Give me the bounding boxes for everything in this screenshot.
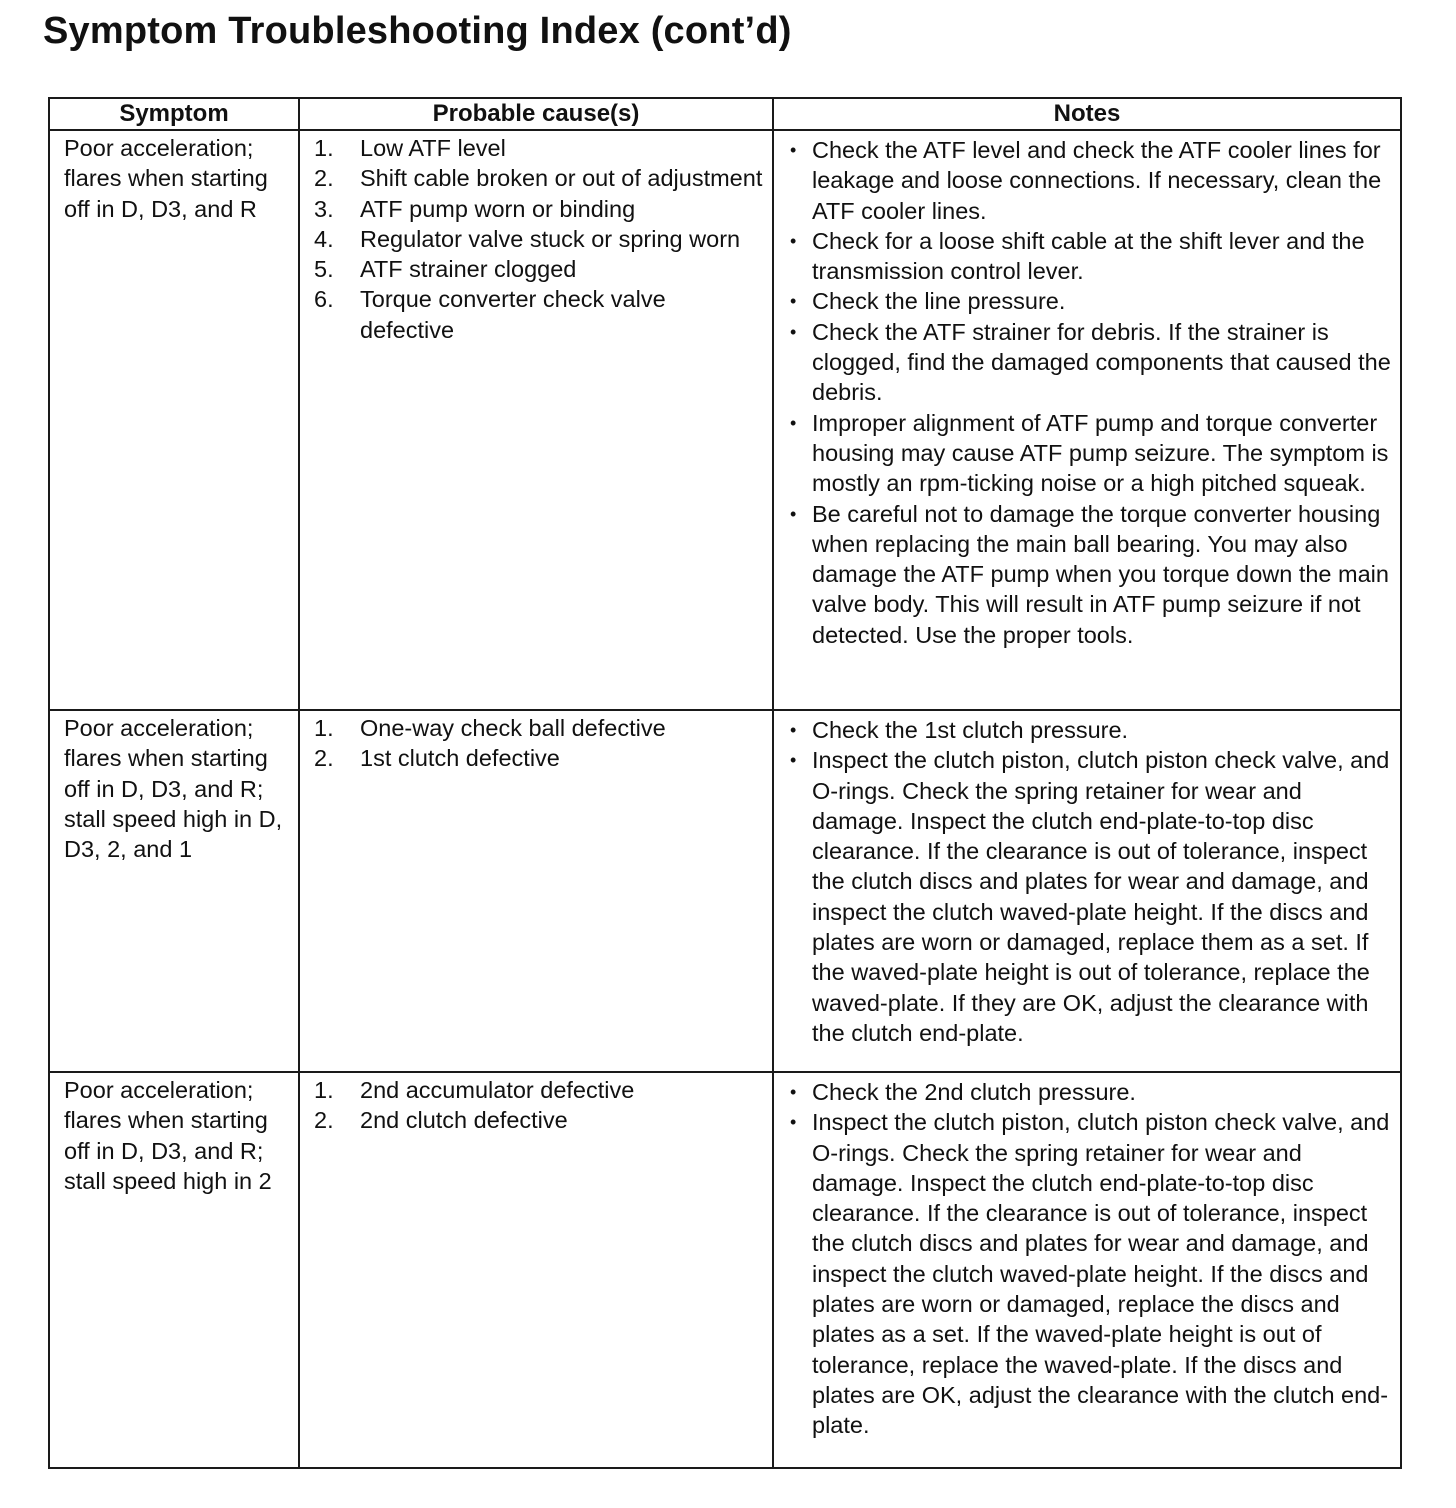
cause-text: Regulator valve stuck or spring worn — [360, 225, 741, 252]
cause-cell — [299, 710, 773, 1072]
notes-cell — [773, 130, 1401, 710]
bullet-icon: • — [790, 720, 797, 740]
cause-number: 2. — [314, 745, 334, 772]
notes-column-header: Notes — [773, 98, 1401, 130]
cause-item — [314, 284, 764, 345]
bullet-icon: • — [790, 321, 797, 342]
cause-text: One-way check ball defective — [360, 715, 666, 741]
cause-item — [314, 133, 764, 163]
bullet-icon: • — [790, 291, 797, 312]
note-text: Check for a loose shift cable at the shift lever and the transmission control lever. — [812, 227, 1365, 285]
cause-text: Low ATF level — [360, 135, 506, 161]
cause-number: 5. — [314, 256, 334, 283]
cause-item — [314, 194, 764, 224]
note-text: Check the 2nd clutch pressure. — [812, 1079, 1136, 1105]
cause-item — [314, 743, 764, 773]
cause-list — [300, 1073, 772, 1136]
notes-cell — [773, 1072, 1401, 1468]
notes-list — [774, 131, 1400, 650]
cause-item — [314, 713, 764, 743]
cause-list — [300, 711, 772, 774]
symptom-text: Poor acceleration; flares when starting off in D, D3, and R; stall speed high in 2 — [64, 1077, 272, 1194]
notes-list — [774, 711, 1400, 1048]
note-text: Inspect the clutch piston, clutch piston check valve, and O-rings. Check the spring retainer for wear and damage. Inspect the clutch end-plate-to-top disc clearance. If the clearance is out of tolerance, inspect the clutch discs and plates for wear and damage, and inspect the clutch waved-plate height. If the discs and plates are worn or damaged, replace the discs and plates as a set. If the waved-plate height is out of tolerance, replace the waved-plate. If the discs and plates are OK, adjust the clearance with the clutch end-plate. — [812, 1109, 1390, 1439]
symptom-cell — [49, 710, 299, 1072]
cause-number: 1. — [314, 715, 334, 741]
notes-cell — [773, 710, 1401, 1072]
symptom-cell — [49, 130, 299, 710]
bullet-icon: • — [790, 750, 797, 771]
symptom-text: Poor acceleration; flares when starting off in D, D3, and R — [64, 135, 268, 222]
symptom-column-header: Symptom — [49, 98, 299, 130]
symptom-text: Poor acceleration; flares when starting off in D, D3, and R; stall speed high in D, D3, 2, and 1 — [64, 715, 283, 863]
note-item — [790, 317, 1394, 408]
note-item — [790, 1077, 1394, 1107]
cause-cell — [299, 1072, 773, 1468]
note-item — [790, 499, 1394, 650]
cause-text: Torque converter check valve defective — [360, 286, 666, 343]
note-item — [790, 1107, 1394, 1440]
cause-number: 2. — [314, 165, 334, 192]
cause-number: 2. — [314, 1107, 334, 1134]
cause-number: 1. — [314, 1077, 334, 1103]
cause-item — [314, 1105, 764, 1135]
note-item — [790, 715, 1394, 745]
cause-text: Shift cable broken or out of adjustment — [360, 165, 763, 192]
cause-text: ATF strainer clogged — [360, 256, 577, 283]
note-text: Inspect the clutch piston, clutch piston check valve, and O-rings. Check the spring retainer for wear and damage. Inspect the clutch end-plate-to-top disc clearance. If the clearance is out of tolerance, inspect the clutch discs and plates for wear and damage, and inspect the clutch waved-plate height. If the discs and plates are worn or damaged, replace them as a set. If the waved-plate height is out of tolerance, replace the waved-plate. If they are OK, adjust the clearance with the clutch end-plate. — [812, 747, 1390, 1046]
bullet-icon: • — [790, 1112, 797, 1133]
notes-list — [774, 1073, 1400, 1441]
cause-item — [314, 163, 764, 193]
cause-text: 2nd clutch defective — [360, 1107, 568, 1134]
bullet-icon: • — [790, 140, 797, 160]
table-row — [49, 130, 1401, 710]
cause-text: ATF pump worn or binding — [360, 195, 636, 222]
note-text: Be careful not to damage the torque converter housing when replacing the main ball bearing. You may also damage the ATF pump when you torque down the main valve body. This will result in ATF pump seizure if not detected. Use the proper tools. — [812, 500, 1389, 648]
note-item — [790, 226, 1394, 287]
table-header-row — [49, 98, 1401, 130]
cause-item — [314, 224, 764, 254]
cause-list — [300, 131, 772, 345]
note-item — [790, 408, 1394, 499]
bullet-icon: • — [790, 230, 797, 251]
cause-column-header: Probable cause(s) — [299, 98, 773, 130]
bullet-icon: • — [790, 503, 797, 524]
cause-item — [314, 1075, 764, 1105]
note-text: Check the line pressure. — [812, 288, 1066, 315]
note-text: Check the 1st clutch pressure. — [812, 717, 1129, 743]
cause-number: 4. — [314, 225, 334, 252]
note-item — [790, 745, 1394, 1048]
cause-cell — [299, 130, 773, 710]
cause-text: 2nd accumulator defective — [360, 1077, 635, 1103]
cause-text: 1st clutch defective — [360, 745, 560, 772]
note-item — [790, 286, 1394, 316]
troubleshooting-table — [48, 97, 1402, 1469]
cause-number: 6. — [314, 286, 334, 313]
table-row — [49, 710, 1401, 1072]
cause-number: 3. — [314, 195, 334, 222]
cause-number: 1. — [314, 135, 334, 161]
note-text: Improper alignment of ATF pump and torque converter housing may cause ATF pump seizure. The symptom is mostly an rpm-ticking noise or a high pitched squeak. — [812, 409, 1389, 497]
note-text: Check the ATF strainer for debris. If the strainer is clogged, find the damaged components that caused the debris. — [812, 318, 1391, 406]
page-title: Symptom Troubleshooting Index (cont’d) — [43, 10, 792, 52]
bullet-icon: • — [790, 1082, 797, 1102]
table-row — [49, 1072, 1401, 1468]
note-text: Check the ATF level and check the ATF cooler lines for leakage and loose connections. If necessary, clean the ATF cooler lines. — [812, 137, 1382, 224]
cause-item — [314, 254, 764, 284]
bullet-icon: • — [790, 412, 797, 433]
note-item — [790, 135, 1394, 226]
symptom-cell — [49, 1072, 299, 1468]
